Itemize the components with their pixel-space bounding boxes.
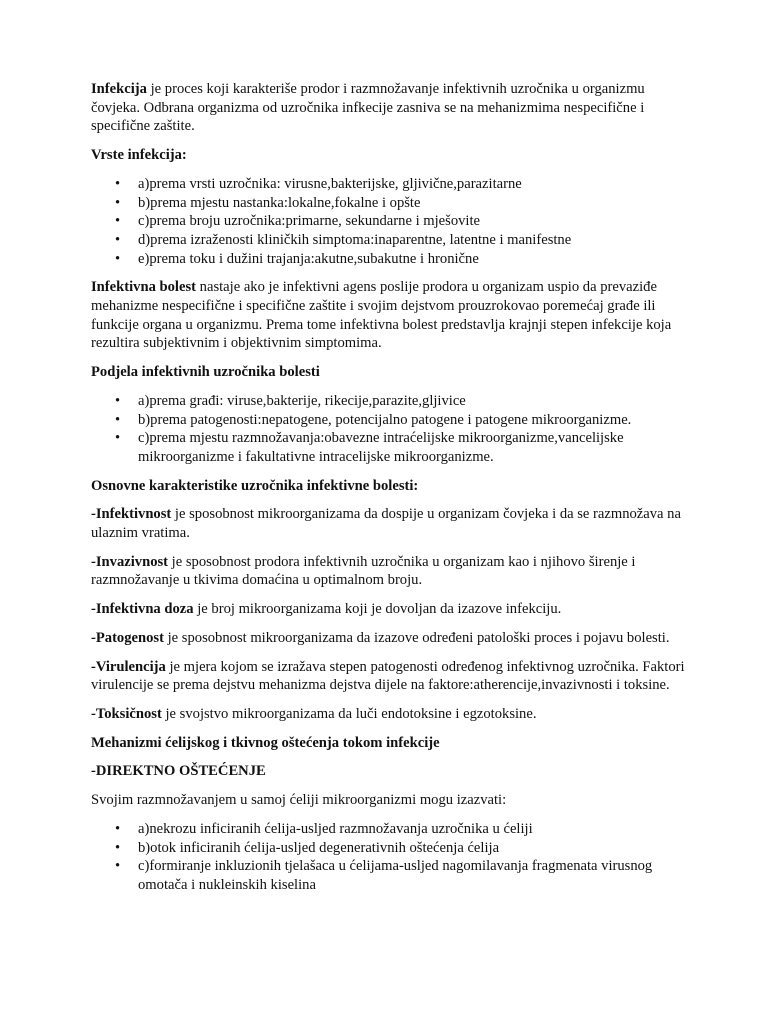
definition-text: je mjera kojom se izražava stepen patogenosti određenog infektivnog uzročnika. Faktori virulencije se prema dejstvu mehanizma dejstva dijele na faktore:atherencije,invazivnosti i toksine. — [91, 658, 685, 694]
intro-paragraph — [91, 80, 691, 136]
definition-toksicnost — [91, 705, 691, 724]
definition-patogenost — [91, 629, 691, 648]
list-item: • b)otok inficiranih ćelija-usljed degenerativnih oštećenja ćelija — [91, 839, 691, 858]
term: -Infektivna doza — [91, 601, 194, 618]
list-item: • c)prema mjestu razmnožavanja:obavezne intraćelijske mikroorganizme,vancelijske mikroorganizme i fakultativne intracelijske mikroorganizme. — [91, 429, 691, 466]
intro-text: je proces koji karakteriše prodor i razmnožavanje infektivnih uzročnika u organizmu čovjeka. Odbrana organizma od uzročnika infkecije zasniva se na mehanizmima nespecifične i specifične zaštite. — [91, 81, 645, 135]
vrste-list — [91, 175, 691, 269]
term: -Virulencija — [91, 658, 166, 675]
definition-text: je svojstvo mikroorganizama da luči endotoksine i egzotoksine. — [161, 705, 537, 722]
list-item: • e)prema toku i dužini trajanja:akutne,subakutne i hronične — [91, 250, 691, 269]
term: -Infektivnost — [91, 506, 172, 523]
list-item: • c)formiranje inkluzionih tjelašaca u ćelijama-usljed nagomilavanja fragmenata virusnog omotača i nukleinskih kiselina — [91, 857, 691, 894]
document-page — [91, 80, 691, 905]
heading-direktno-ostecenje: -DIREKTNO OŠTEĆENJE — [91, 763, 266, 780]
list-item: • a)nekrozu inficiranih ćelija-usljed razmnožavanja uzročnika u ćeliji — [91, 820, 691, 839]
definition-text: je sposobnost mikroorganizama da izazove određeni patološki proces i pojavu bolesti. — [163, 629, 670, 646]
podjela-list — [91, 392, 691, 467]
term: -Invazivnost — [91, 553, 169, 570]
definition-virulencija — [91, 658, 691, 695]
heading-vrste-infekcija: Vrste infekcija: — [91, 147, 187, 164]
heading-mehanizmi: Mehanizmi ćelijskog i tkivnog oštećenja tokom infekcije — [91, 734, 440, 751]
heading-osnovne-karakteristike: Osnovne karakteristike uzročnika infektivne bolesti: — [91, 477, 419, 494]
term: -Toksičnost — [91, 705, 162, 722]
definition-text: je sposobnost prodora infektivnih uzročnika u organizam kao i njihovo širenje i razmnožavanje u tkivima domaćina u optimalnom broju. — [91, 553, 636, 589]
heading-podjela: Podjela infektivnih uzročnika bolesti — [91, 364, 320, 381]
list-item: • b)prema mjestu nastanka:lokalne,fokalne i opšte — [91, 194, 691, 213]
definition-text: je sposobnost mikroorganizama da dospije u organizam čovjeka i da se razmnožava na ulaznim vratima. — [91, 506, 681, 542]
posljedice-list — [91, 820, 691, 895]
definition-text: je broj mikroorganizama koji je dovoljan da izazove infekciju. — [193, 601, 562, 618]
list-item: • a)prema vrsti uzročnika: virusne,bakterijske, gljivične,parazitarne — [91, 175, 691, 194]
list-item: • d)prema izraženosti kliničkih simptoma:inaparentne, latentne i manifestne — [91, 231, 691, 250]
list-item: • a)prema građi: viruse,bakterije, rikecije,parazite,gljivice — [91, 392, 691, 411]
infektivna-bolest-text: nastaje ako je infektivni agens poslije prodora u organizam uspio da prevaziđe mehanizme nespecifične i specifične zaštite i svojim dejstvom prouzrokovao poremećaj građe ili funkcije organa u organizmu. Prema tome infektivna bolest predstavlja krajnji stepen infekcije koja rezultira subjektivnim i objektivnim simptomima. — [91, 279, 672, 352]
list-item: • b)prema patogenosti:nepatogene, potencijalno patogene i patogene mikroorganizme. — [91, 411, 691, 430]
term-infekcija: Infekcija — [91, 81, 147, 97]
term: -Patogenost — [91, 629, 164, 646]
list-item: • c)prema broju uzročnika:primarne, sekundarne i mješovite — [91, 212, 691, 231]
definition-invazivnost — [91, 553, 691, 590]
mehanizmi-intro: Svojim razmnožavanjem u samoj ćeliji mikroorganizmi mogu izazvati: — [91, 792, 507, 809]
infektivna-bolest-paragraph — [91, 278, 691, 353]
term-infektivna-bolest: Infektivna bolest — [91, 279, 197, 296]
definition-infektivnost — [91, 505, 691, 542]
definition-infektivna-doza — [91, 600, 691, 619]
